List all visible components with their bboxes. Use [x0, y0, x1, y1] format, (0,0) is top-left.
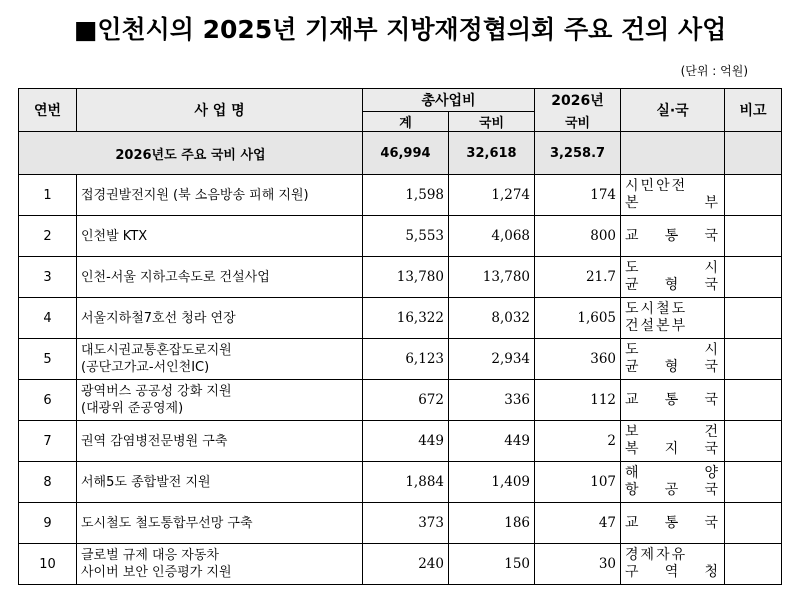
- summary-2026: 3,258.7: [535, 132, 621, 175]
- row-national: 1,274: [449, 175, 535, 216]
- summary-label: 2026년도 주요 국비 사업: [19, 132, 363, 175]
- project-name-text: 접경권발전지원 (북 소음방송 피해 지원): [81, 187, 309, 203]
- row-total: 672: [363, 380, 449, 421]
- row-total: 16,322: [363, 298, 449, 339]
- row-dept: [621, 216, 725, 257]
- dept-text: 보 건 복 지 국: [625, 424, 721, 457]
- summary-row: [19, 132, 782, 175]
- row-2026: 800: [535, 216, 621, 257]
- row-note: [725, 298, 782, 339]
- row-national: 1,409: [449, 462, 535, 503]
- header-note: 비고: [725, 89, 782, 132]
- row-national: 449: [449, 421, 535, 462]
- table-row: [19, 421, 782, 462]
- row-no: 7: [19, 421, 77, 462]
- header-total-national: 국비: [449, 112, 535, 132]
- header-project: 사 업 명: [77, 89, 363, 132]
- row-dept: [621, 544, 725, 585]
- row-2026: 174: [535, 175, 621, 216]
- row-no: 10: [19, 544, 77, 585]
- row-dept: [621, 462, 725, 503]
- table-row: [19, 503, 782, 544]
- row-2026: 21.7: [535, 257, 621, 298]
- table-row: [19, 216, 782, 257]
- header-2026: 2026년: [535, 89, 621, 112]
- row-note: [725, 216, 782, 257]
- row-national: 186: [449, 503, 535, 544]
- row-project-name: [77, 339, 363, 380]
- row-project-name: [77, 380, 363, 421]
- row-total: 1,884: [363, 462, 449, 503]
- row-project-name: [77, 216, 363, 257]
- row-2026: 30: [535, 544, 621, 585]
- row-dept: [621, 380, 725, 421]
- row-note: [725, 175, 782, 216]
- summary-national: 32,618: [449, 132, 535, 175]
- row-no: 2: [19, 216, 77, 257]
- row-project-name: [77, 462, 363, 503]
- summary-total: 46,994: [363, 132, 449, 175]
- row-no: 8: [19, 462, 77, 503]
- row-no: 3: [19, 257, 77, 298]
- project-name-text: 인천발 KTX: [81, 228, 148, 244]
- row-no: 5: [19, 339, 77, 380]
- row-national: 150: [449, 544, 535, 585]
- row-dept: [621, 257, 725, 298]
- row-national: 13,780: [449, 257, 535, 298]
- dept-text: 경제자유 구 역 청: [625, 547, 721, 580]
- row-dept: [621, 421, 725, 462]
- row-total: 5,553: [363, 216, 449, 257]
- header-2026-national: 국비: [535, 112, 621, 132]
- budget-table: [18, 88, 782, 585]
- project-name-text: 서울지하철7호선 청라 연장: [81, 310, 236, 326]
- row-note: [725, 503, 782, 544]
- row-2026: 47: [535, 503, 621, 544]
- row-project-name: [77, 544, 363, 585]
- table-row: [19, 257, 782, 298]
- row-2026: 1,605: [535, 298, 621, 339]
- page-title: ■인천시의 2025년 기재부 지방재정협의회 주요 건의 사업: [73, 15, 727, 44]
- header-total-group: 총사업비: [363, 89, 535, 112]
- project-name-text: 대도시권교통혼잡도로지원 (공단고가교-서인천IC): [81, 343, 232, 375]
- row-total: 6,123: [363, 339, 449, 380]
- row-2026: 2: [535, 421, 621, 462]
- table-row: [19, 462, 782, 503]
- row-national: 2,934: [449, 339, 535, 380]
- dept-text: 도시철도 건설본부: [625, 301, 688, 334]
- dept-text: 도 시 균 형 국: [625, 260, 721, 293]
- project-name-text: 인천-서울 지하고속도로 건설사업: [81, 269, 270, 285]
- row-national: 8,032: [449, 298, 535, 339]
- row-no: 1: [19, 175, 77, 216]
- table-row: [19, 298, 782, 339]
- dept-text: 도 시 균 형 국: [625, 342, 721, 375]
- row-note: [725, 462, 782, 503]
- table-row: [19, 339, 782, 380]
- dept-text: 교 통 국: [625, 391, 721, 408]
- project-name-text: 도시철도 철도통합무선망 구축: [81, 515, 253, 531]
- project-name-text: 서해5도 종합발전 지원: [81, 474, 211, 490]
- row-dept: [621, 503, 725, 544]
- summary-dept: [621, 132, 725, 175]
- row-note: [725, 544, 782, 585]
- unit-label: (단위 : 억원): [680, 64, 748, 78]
- row-project-name: [77, 503, 363, 544]
- row-total: 13,780: [363, 257, 449, 298]
- row-note: [725, 257, 782, 298]
- row-dept: [621, 339, 725, 380]
- header-no: 연번: [19, 89, 77, 132]
- table-row: [19, 544, 782, 585]
- row-2026: 360: [535, 339, 621, 380]
- row-national: 336: [449, 380, 535, 421]
- dept-text: 시민안전 본 부: [625, 178, 721, 211]
- project-name-text: 광역버스 공공성 강화 지원 (대광위 준공영제): [81, 384, 232, 416]
- dept-text: 교 통 국: [625, 227, 721, 244]
- row-project-name: [77, 257, 363, 298]
- row-note: [725, 421, 782, 462]
- row-2026: 112: [535, 380, 621, 421]
- row-total: 373: [363, 503, 449, 544]
- row-dept: [621, 298, 725, 339]
- project-name-text: 권역 감염병전문병원 구축: [81, 433, 228, 449]
- row-total: 1,598: [363, 175, 449, 216]
- row-2026: 107: [535, 462, 621, 503]
- dept-text: 해 양 항 공 국: [625, 465, 721, 498]
- row-project-name: [77, 298, 363, 339]
- row-project-name: [77, 421, 363, 462]
- row-note: [725, 339, 782, 380]
- row-dept: [621, 175, 725, 216]
- row-total: 449: [363, 421, 449, 462]
- row-project-name: [77, 175, 363, 216]
- summary-note: [725, 132, 782, 175]
- row-national: 4,068: [449, 216, 535, 257]
- row-no: 4: [19, 298, 77, 339]
- header-dept: 실·국: [621, 89, 725, 132]
- table-row: [19, 380, 782, 421]
- table-row: [19, 175, 782, 216]
- row-no: 6: [19, 380, 77, 421]
- row-no: 9: [19, 503, 77, 544]
- dept-text: 교 통 국: [625, 514, 721, 531]
- header-total-sum: 계: [363, 112, 449, 132]
- project-name-text: 글로벌 규제 대응 자동차 사이버 보안 인증평가 지원: [81, 548, 232, 580]
- row-total: 240: [363, 544, 449, 585]
- row-note: [725, 380, 782, 421]
